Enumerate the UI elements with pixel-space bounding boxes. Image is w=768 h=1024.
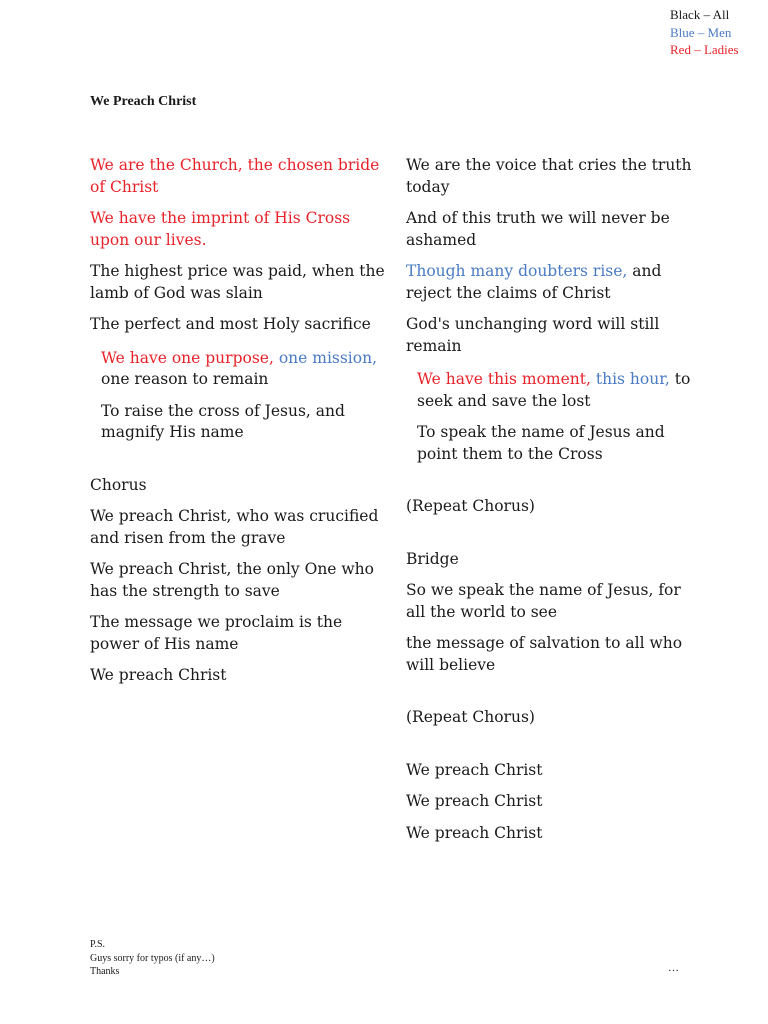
- verse-line: [406, 261, 696, 304]
- chorus-line: The message we proclaim is the power of His name: [90, 613, 343, 653]
- color-legend: [670, 6, 739, 59]
- verse-line: We have the imprint of His Cross upon our lives.: [90, 209, 351, 249]
- ending-line: We preach Christ: [406, 823, 543, 842]
- bridge-line: So we speak the name of Jesus, for all the world to see: [406, 581, 681, 621]
- ladies-part: We have this moment,: [417, 370, 591, 388]
- spacer: [406, 475, 696, 496]
- legend-men: Blue – Men: [670, 24, 732, 40]
- song-title: We Preach Christ: [90, 94, 197, 109]
- left-column: [90, 155, 390, 697]
- chorus-line: We preach Christ, the only One who has the strength to save: [90, 560, 374, 600]
- men-part: this hour,: [595, 370, 670, 388]
- ending-line: We preach Christ: [406, 760, 543, 779]
- all-part: and reject the claims of Christ: [406, 262, 662, 302]
- men-part: one mission,: [278, 348, 378, 367]
- verse-line: [101, 348, 390, 391]
- legend-all: Black – All: [670, 7, 730, 22]
- bridge-label: Bridge: [406, 549, 459, 568]
- spacer: [406, 739, 696, 760]
- verse-line: God's unchanging word will still remain: [406, 315, 660, 355]
- footer-ellipsis: …: [668, 962, 679, 974]
- footer-ps: P.S.: [90, 939, 106, 950]
- footer-note: [90, 938, 215, 979]
- men-part: Though many doubters rise,: [406, 262, 628, 280]
- verse-line: [417, 369, 696, 412]
- verse-line: The perfect and most Holy sacrifice: [90, 315, 371, 333]
- verse-line: We are the Church, the chosen bride of Christ: [90, 156, 380, 196]
- verse-line: And of this truth we will never be ashamed: [406, 209, 670, 249]
- verse-line: The highest price was paid, when the lamb of God was slain: [90, 262, 385, 302]
- verse-line: To speak the name of Jesus and point them to the Cross: [417, 423, 665, 463]
- bridge-line: the message of salvation to all who will believe: [406, 634, 683, 674]
- ending-line: We preach Christ: [406, 792, 543, 810]
- chorus-label: Chorus: [90, 475, 147, 494]
- ladies-part: We have one purpose,: [101, 348, 274, 367]
- verse-line: To raise the cross of Jesus, and magnify His name: [101, 401, 345, 441]
- chorus-line: We preach Christ: [90, 666, 227, 684]
- footer-line: Thanks: [90, 966, 120, 977]
- repeat-chorus: (Repeat Chorus): [406, 708, 535, 726]
- spacer: [406, 686, 696, 707]
- right-column: [406, 155, 696, 854]
- legend-ladies: Red – Ladies: [670, 42, 739, 57]
- chorus-line: We preach Christ, who was crucified and risen from the grave: [90, 507, 379, 547]
- footer-line: Guys sorry for typos (if any…): [90, 952, 215, 964]
- spacer: [90, 454, 390, 475]
- all-part: to seek and save the lost: [417, 370, 691, 410]
- verse-line: We are the voice that cries the truth today: [406, 156, 692, 196]
- spacer: [406, 528, 696, 549]
- all-part: one reason to remain: [101, 370, 269, 388]
- repeat-chorus: (Repeat Chorus): [406, 497, 535, 515]
